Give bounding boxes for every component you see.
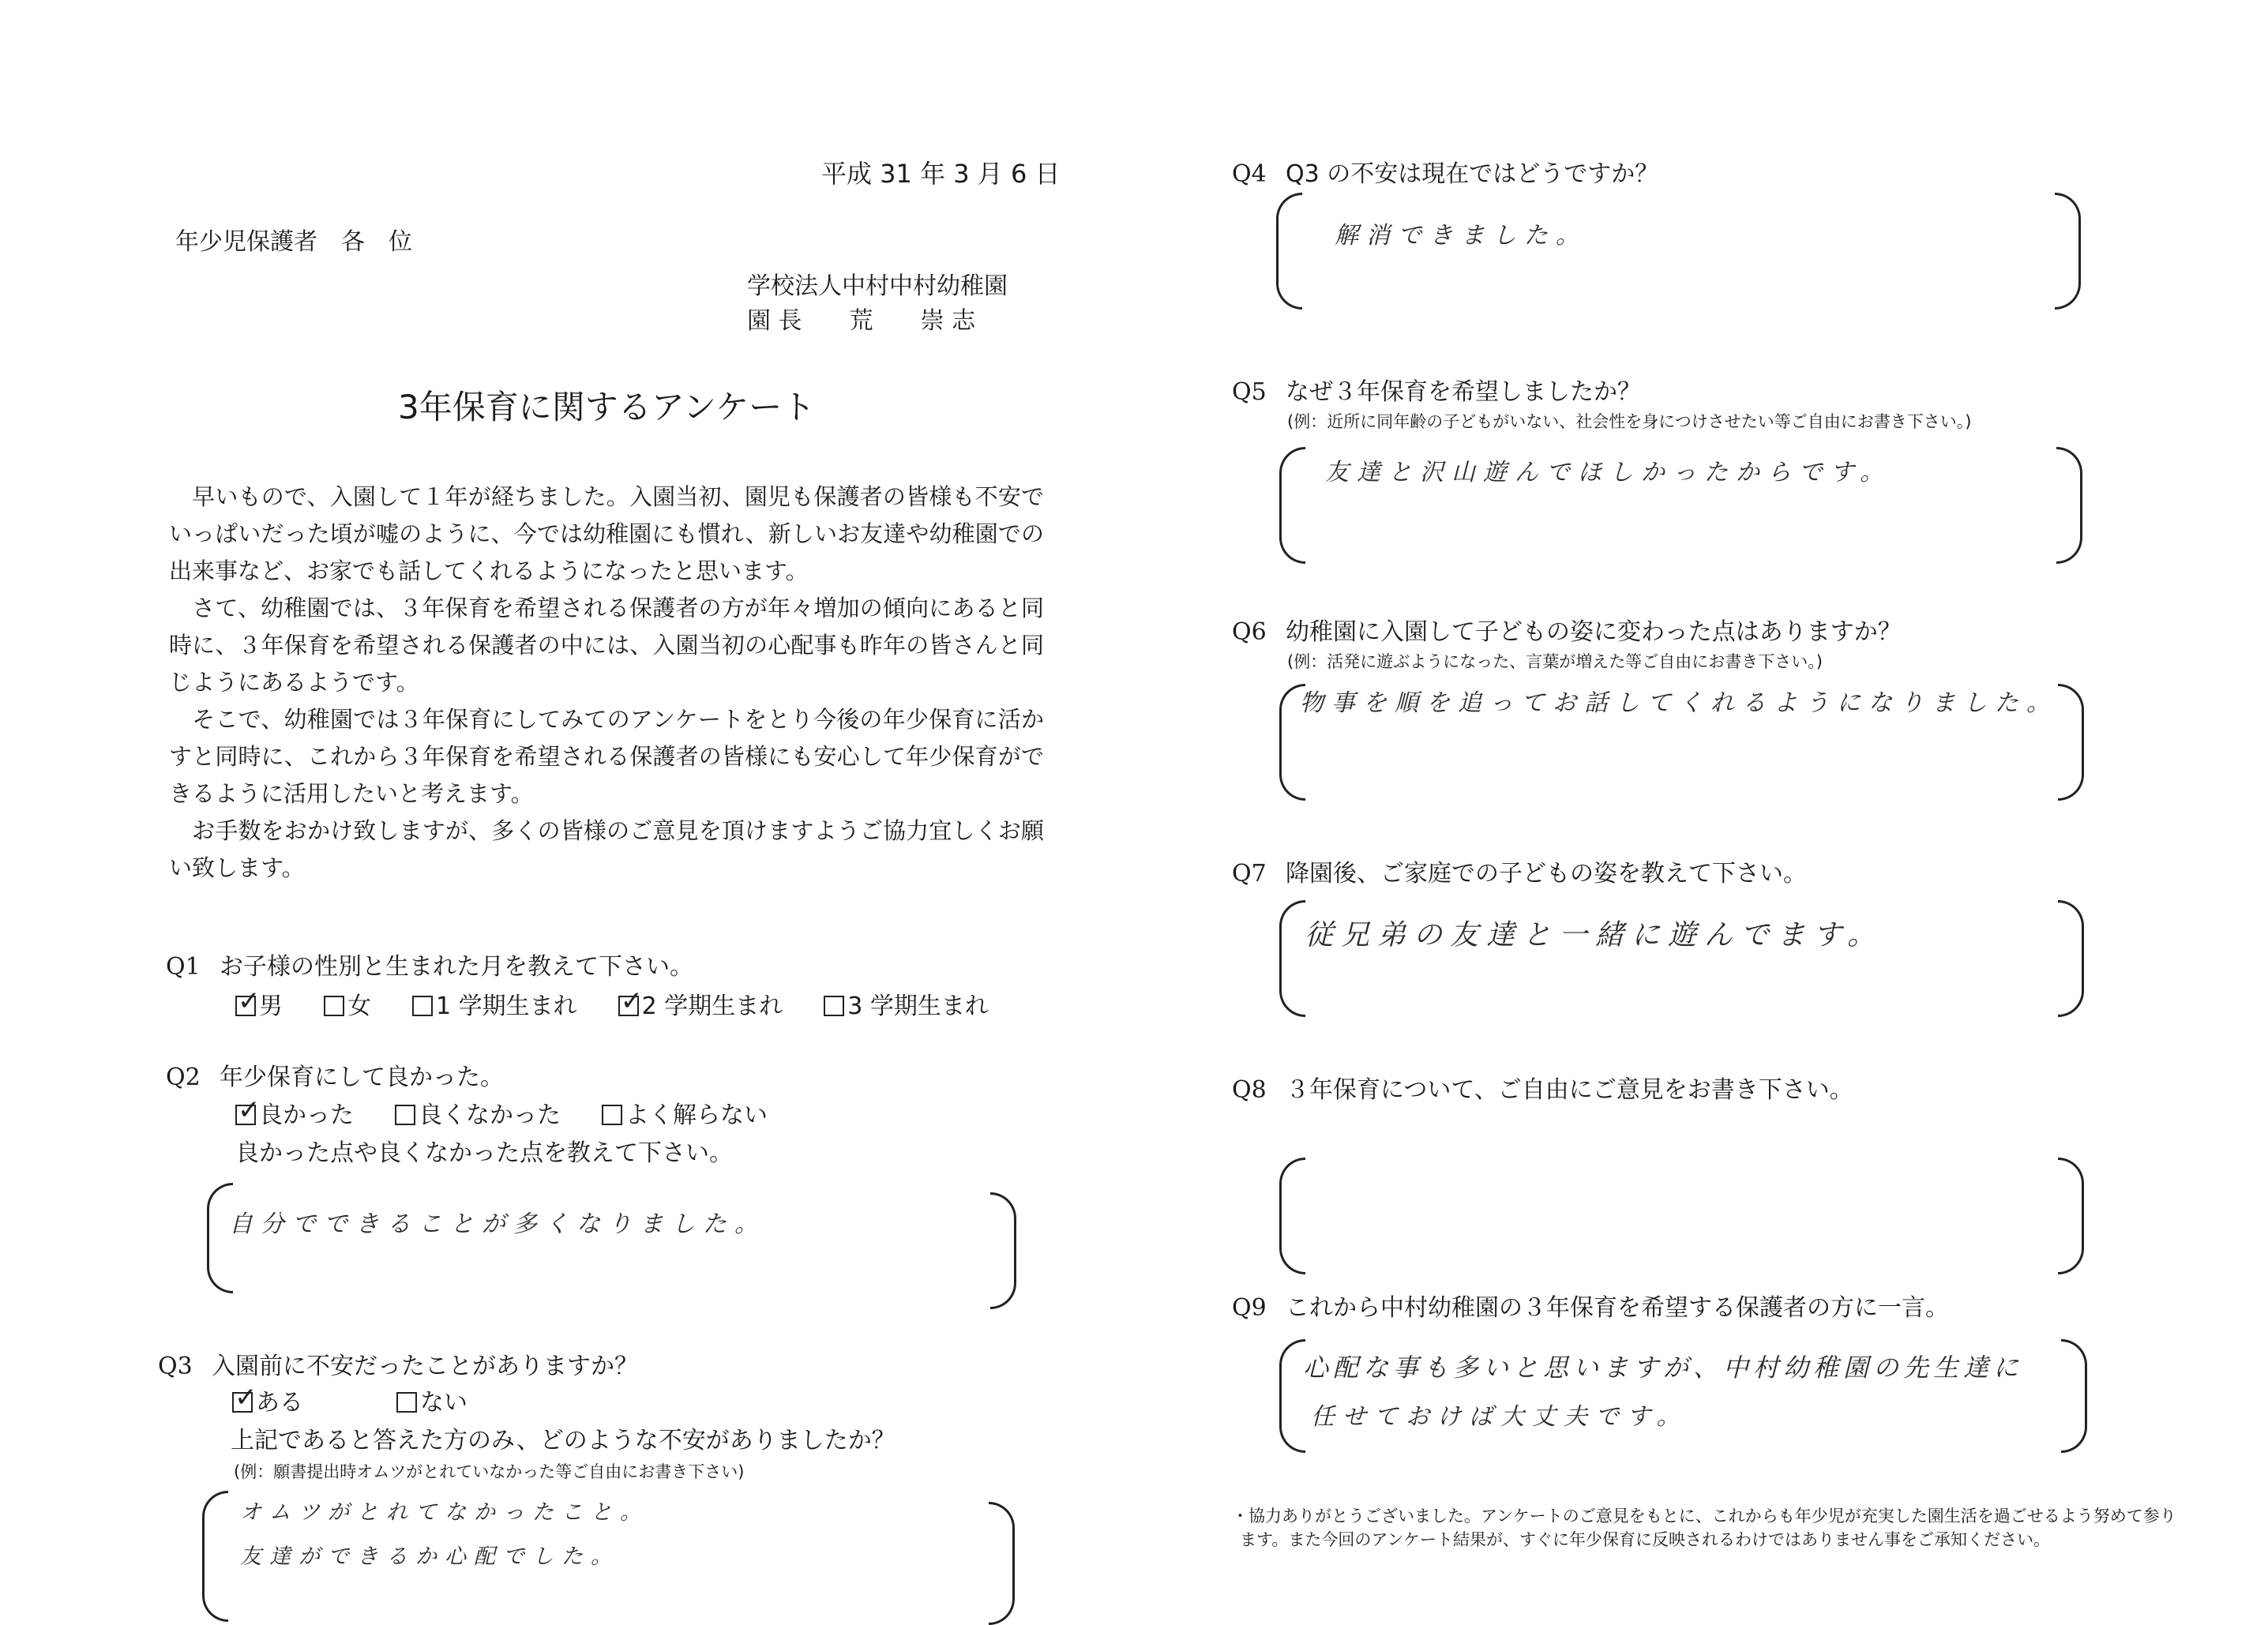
q3-text: 入園前に不安だったことがありますか？ bbox=[212, 1353, 638, 1380]
q3-option-no[interactable]: ない bbox=[396, 1389, 467, 1417]
q7-answer-bracket-right bbox=[2058, 900, 2084, 1017]
q1-number: Q1 bbox=[166, 953, 201, 981]
q9-answer-line1[interactable]: 心配な事も多いと思いますが、中村幼稚園の先生達に bbox=[1303, 1353, 2024, 1383]
q3-subquestion: 上記であると答えた方のみ、どのような不安がありましたか？ bbox=[231, 1427, 896, 1454]
q1-text: お子様の性別と生まれた月を教えて下さい。 bbox=[220, 953, 693, 981]
date: 平成 31 年 3 月 6 日 bbox=[821, 159, 1061, 189]
checkbox[interactable] bbox=[324, 996, 344, 1016]
q8-number: Q8 bbox=[1232, 1076, 1267, 1104]
q9-answer-line2[interactable]: 任せておけば大丈夫です。 bbox=[1311, 1403, 1688, 1431]
q2-option-good[interactable]: ✓良かった bbox=[235, 1101, 354, 1129]
q1-option-term1[interactable]: 1 学期生まれ bbox=[412, 993, 577, 1020]
organization-name: 学校法人中村中村幼稚園 bbox=[747, 272, 1008, 300]
q2-answer[interactable]: 自分でできることが多くなりました。 bbox=[229, 1210, 766, 1238]
q6-number: Q6 bbox=[1232, 618, 1267, 646]
footer-note-line1: ・協力ありがとうございました。アンケートのご意見をもとに、これからも年少児が充実した園生活を過ごせるよう努めて参り bbox=[1232, 1507, 2176, 1526]
q7-answer-bracket-left bbox=[1279, 900, 1305, 1017]
q3-number: Q3 bbox=[158, 1353, 193, 1380]
q4-text: Q3 の不安は現在ではどうですか？ bbox=[1286, 160, 1659, 188]
intro-text bbox=[169, 478, 1044, 887]
q3-question bbox=[158, 1352, 638, 1382]
q1-options bbox=[235, 992, 989, 1022]
q9-number: Q9 bbox=[1232, 1294, 1267, 1322]
recipient: 年少児保護者 各 位 bbox=[175, 228, 412, 256]
checkbox-checked[interactable] bbox=[232, 1392, 253, 1413]
q8-question bbox=[1232, 1075, 1853, 1105]
checkbox-checked[interactable] bbox=[618, 996, 639, 1016]
q9-question bbox=[1232, 1293, 1949, 1323]
q7-question bbox=[1232, 859, 1807, 889]
checkbox[interactable] bbox=[396, 1392, 417, 1413]
q7-answer[interactable]: 従兄弟の友達と一緒に遊んでます。 bbox=[1305, 919, 1884, 951]
q8-text: ３年保育について、ご自由にご意見をお書き下さい。 bbox=[1286, 1076, 1853, 1104]
q7-text: 降園後、ご家庭での子どもの姿を教えて下さい。 bbox=[1286, 860, 1807, 888]
checkbox[interactable] bbox=[824, 996, 844, 1016]
q3-answer-bracket-left bbox=[202, 1491, 228, 1622]
intro-paragraph: お手数をおかけ致しますが、多くの皆様のご意見を頂けますようご協力宜しくお願い致します。 bbox=[169, 817, 1044, 881]
q8-answer-bracket-left bbox=[1279, 1158, 1305, 1274]
q3-options bbox=[232, 1388, 467, 1418]
q2-text: 年少保育にして良かった。 bbox=[220, 1064, 504, 1091]
q3-answer-line2[interactable]: 友達ができるか心配でした。 bbox=[240, 1544, 620, 1569]
q1-option-male[interactable]: ✓男 bbox=[235, 993, 283, 1020]
intro-paragraph: さて、幼稚園では、３年保育を希望される保護者の方が年々増加の傾向にあると同時に、３年保育を希望される保護者の中には、入園当初の心配事も昨年の皆さんと同じようにあるようです。 bbox=[169, 595, 1044, 696]
q2-subquestion: 良かった点や良くなかった点を教えて下さい。 bbox=[235, 1139, 733, 1167]
q4-answer-bracket-left bbox=[1276, 193, 1302, 310]
q4-answer[interactable]: 解消できました。 bbox=[1335, 222, 1587, 250]
q9-answer-bracket-left bbox=[1279, 1339, 1305, 1453]
q3-answer-line1[interactable]: オムツがとれてなかったこと。 bbox=[240, 1500, 649, 1525]
q1-option-female[interactable]: 女 bbox=[324, 993, 371, 1020]
q1-question bbox=[166, 952, 693, 982]
q3-answer-bracket-right bbox=[989, 1502, 1015, 1625]
q5-question bbox=[1232, 377, 1641, 407]
q2-option-not-good[interactable]: 良くなかった bbox=[395, 1101, 561, 1129]
q1-option-term2[interactable]: ✓ 2 学期生まれ bbox=[618, 993, 783, 1020]
q6-text: 幼稚園に入園して子どもの姿に変わった点はありますか？ bbox=[1286, 618, 1902, 646]
q2-answer-bracket-right bbox=[990, 1192, 1016, 1309]
checkbox[interactable] bbox=[395, 1105, 415, 1125]
q6-answer[interactable]: 物事を順を追ってお話してくれるようになりました。 bbox=[1300, 689, 2058, 717]
checkbox[interactable] bbox=[602, 1105, 622, 1125]
q4-answer-bracket-right bbox=[2055, 193, 2081, 310]
q8-answer-bracket-right bbox=[2058, 1158, 2084, 1274]
q3-example: (例：願書提出時オムツがとれていなかった等ご自由にお書き下さい) bbox=[234, 1462, 745, 1481]
principal-name: 園 長 荒 崇 志 bbox=[747, 307, 976, 335]
q3-option-yes[interactable]: ✓ある bbox=[232, 1389, 303, 1417]
q4-number: Q4 bbox=[1232, 160, 1267, 188]
q6-answer-bracket-right bbox=[2058, 684, 2084, 801]
page-title: 3年保育に関するアンケート bbox=[398, 388, 816, 426]
q6-example: (例：活発に遊ぶようになった、言葉が増えた等ご自由にお書き下さい。) bbox=[1287, 652, 1823, 671]
intro-paragraph: そこで、幼稚園では３年保育にしてみてのアンケートをとり今後の年少保育に活かすと同時に、これから３年保育を希望される保護者の皆様にも安心して年少保育ができるように活用したいと考えます。 bbox=[169, 706, 1044, 807]
q7-number: Q7 bbox=[1232, 860, 1267, 888]
q1-option-term3[interactable]: 3 学期生まれ bbox=[824, 993, 989, 1020]
checkbox[interactable] bbox=[412, 996, 433, 1016]
q9-text: これから中村幼稚園の３年保育を希望する保護者の方に一言。 bbox=[1286, 1294, 1949, 1322]
q2-options bbox=[235, 1101, 768, 1131]
q5-text: なぜ３年保育を希望しましたか？ bbox=[1286, 378, 1641, 406]
q6-question bbox=[1232, 617, 1902, 647]
q5-answer-bracket-left bbox=[1279, 447, 1305, 564]
q2-number: Q2 bbox=[166, 1064, 201, 1091]
q5-answer-bracket-right bbox=[2056, 447, 2082, 564]
q4-question bbox=[1232, 159, 1658, 190]
checkbox-checked[interactable] bbox=[235, 1105, 256, 1125]
q9-answer-bracket-right bbox=[2061, 1339, 2087, 1453]
footer-note-line2: ます。また今回のアンケート結果が、すぐに年少保育に反映されるわけではありません事をご承知ください。 bbox=[1240, 1530, 2051, 1549]
q5-example: (例：近所に同年齢の子どもがいない、社会性を身につけさせたい等ご自由にお書き下さい。) bbox=[1287, 412, 1972, 431]
q5-answer[interactable]: 友達と沢山遊んでほしかったからです。 bbox=[1325, 459, 1892, 486]
q2-option-unsure[interactable]: よく解らない bbox=[602, 1101, 768, 1129]
q5-number: Q5 bbox=[1232, 378, 1267, 406]
checkbox-checked[interactable] bbox=[235, 996, 256, 1016]
intro-paragraph: 早いもので、入園して１年が経ちました。入園当初、園児も保護者の皆様も不安でいっぱいだった頃が嘘のように、今では幼稚園にも慣れ、新しいお友達や幼稚園での出来事など、お家でも話してくれるようになったと思います。 bbox=[169, 483, 1044, 584]
q2-question bbox=[166, 1063, 504, 1093]
